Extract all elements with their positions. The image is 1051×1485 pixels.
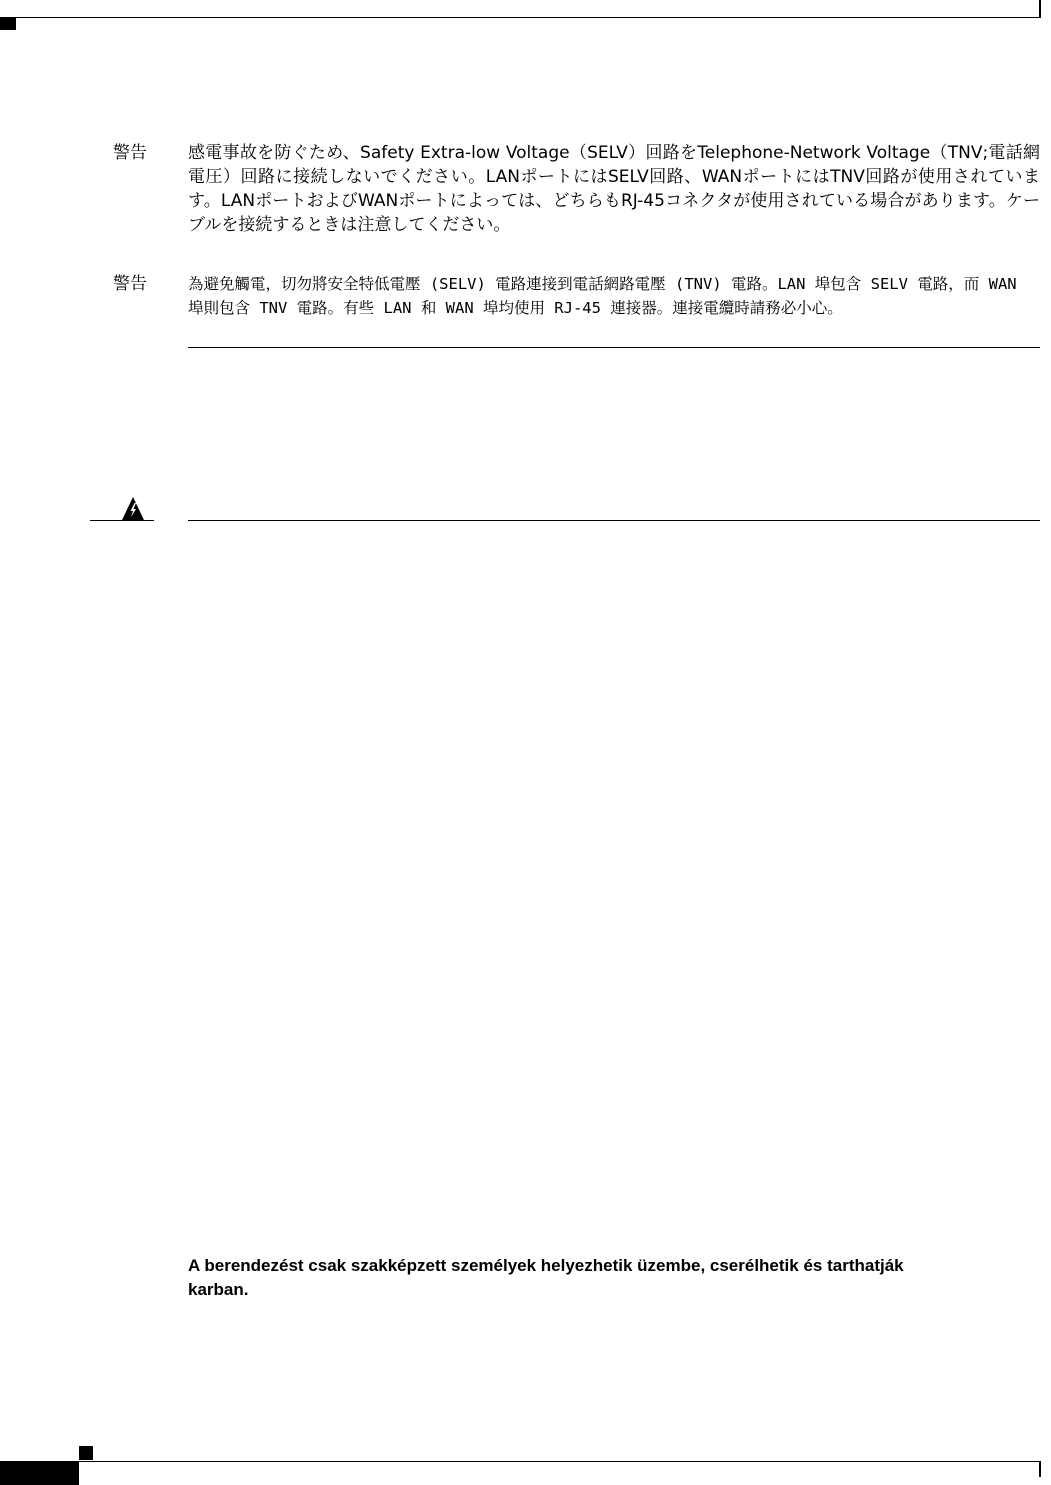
warning-header-rule — [188, 520, 1040, 521]
warning-underline — [90, 520, 154, 521]
bottom-marker — [79, 1446, 93, 1460]
top-corner-marker — [0, 18, 16, 30]
warning-shock-icon — [122, 497, 156, 521]
page-number-block — [0, 1461, 79, 1485]
warning-label-ja: 警告 — [113, 143, 147, 163]
bottom-edge-tick — [1039, 1461, 1041, 1477]
top-edge-tick — [1039, 0, 1041, 18]
warning-text-ja: 感電事故を防ぐため、Safety Extra-low Voltage（SELV）回路をTelephone-Network Voltage（TNV;電話網電圧）回路に接続しないでください。LANポートにはSELV回路、WANポートにはTNV回路が使用されています。LANポートおよびWANポートによっては、どちらもRJ-45コネクタが使用されている場合があります。ケーブルを接続するときは注意してください。 — [188, 143, 1040, 235]
warning-label-zh-tw: 警告 — [113, 274, 147, 294]
bottom-rule — [78, 1461, 1040, 1462]
top-rule — [0, 17, 1040, 18]
section-divider — [188, 347, 1040, 348]
warning-text-zh-tw: 為避免觸電，切勿將安全特低電壓 (SELV) 電路連接到電話網路電壓 (TNV) 電路。LAN 埠包含 SELV 電路，而 WAN 埠則包含 TNV 電路。有些 LAN 和 WAN 埠均使用 RJ-45 連接器。連接電纜時請務必小心。 — [188, 275, 1017, 317]
warning-text-hu: A berendezést csak szakképzett személyek helyezhetik üzembe, cserélhetik és tarthatják karban. — [188, 1256, 904, 1299]
